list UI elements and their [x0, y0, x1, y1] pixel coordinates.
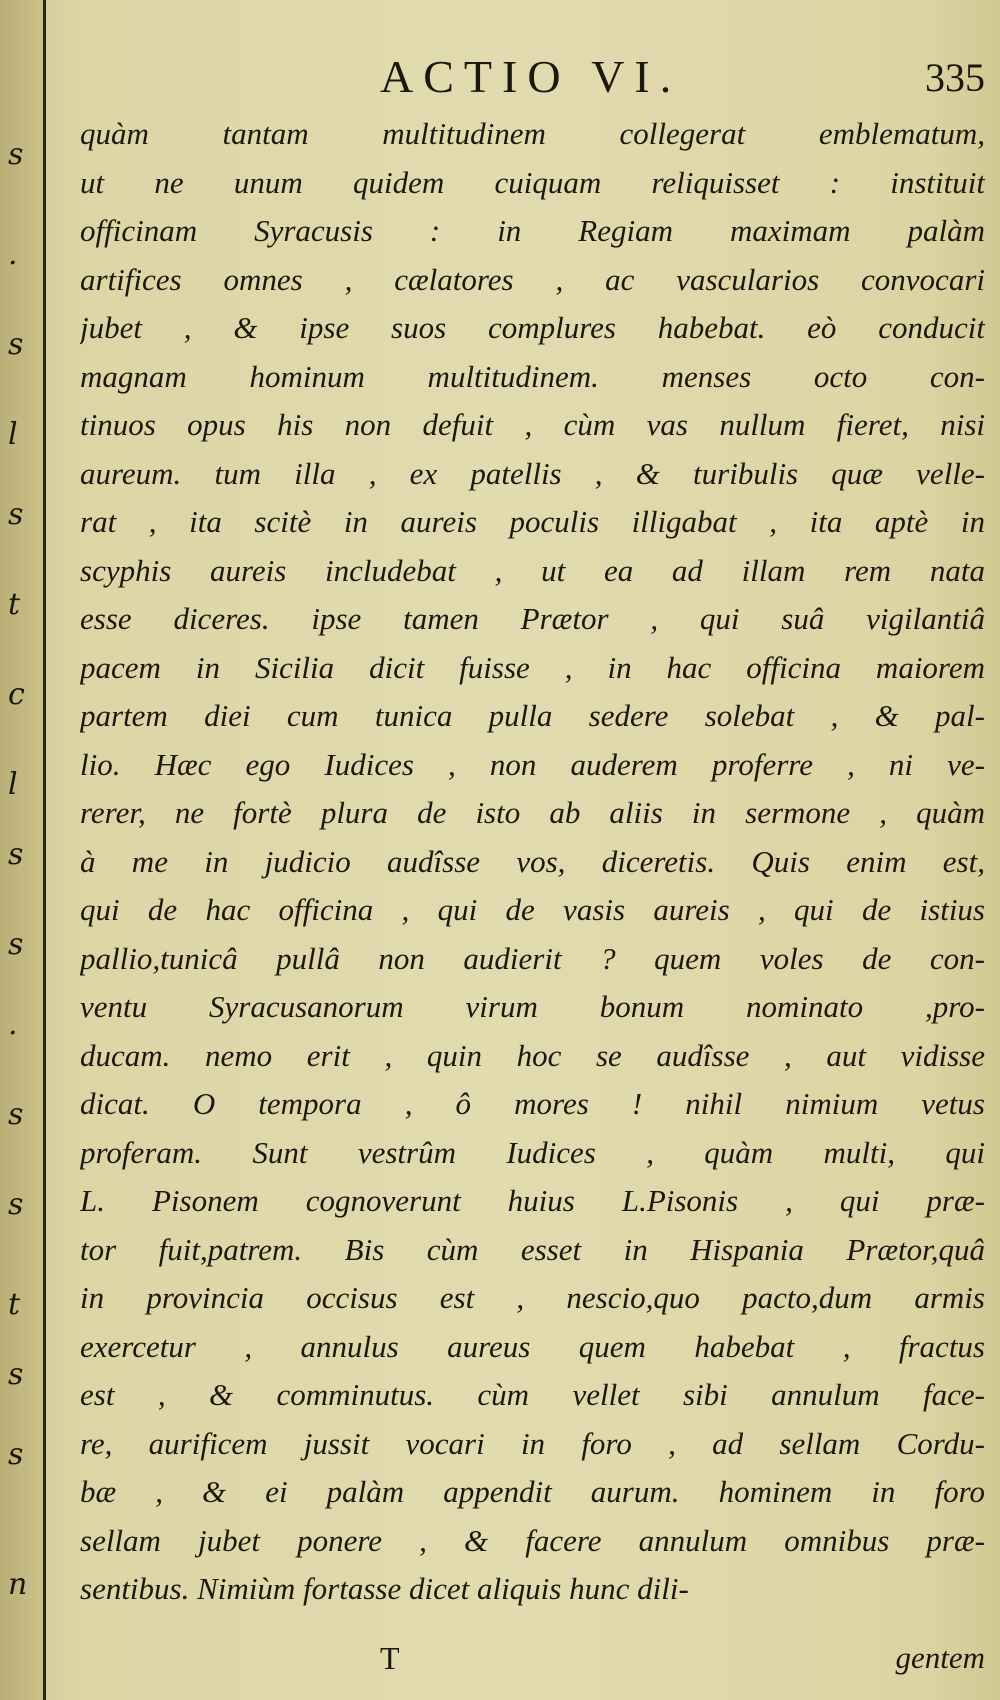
signature-mark: T: [380, 1640, 400, 1676]
gutter-fragment: s: [8, 1357, 24, 1392]
text-line: scyphis aureis includebat , ut ea ad illam rem nata: [80, 552, 985, 588]
text-line: exercetur , annulus aureus quem habebat , fractus: [80, 1328, 985, 1364]
text-line: rat , ita scitè in aureis poculis illigabat , ita aptè in: [80, 504, 985, 539]
gutter-fragment: s: [8, 837, 24, 872]
text-line: ducam. nemo erit , quin hoc se audîsse , aut vidisse: [80, 1037, 985, 1073]
page-header: [80, 50, 985, 114]
gutter-fragment: l: [8, 417, 18, 452]
gutter-fragment: s: [8, 1437, 24, 1472]
text-line: tor fuit,patrem. Bis cùm esset in Hispania Prætor,quâ: [80, 1231, 985, 1267]
text-line: magnam hominum multitudinem. menses octo con-: [80, 358, 985, 394]
gutter-fragment: n: [8, 1567, 28, 1602]
text-line: ut ne unum quidem cuiquam reliquisset : instituit: [80, 164, 985, 200]
gutter-fragment: s: [8, 497, 24, 532]
text-line: qui de hac officina , qui de vasis aureis , qui de istius: [80, 892, 985, 927]
gutter-fragment: s: [8, 1187, 24, 1222]
text-line: L. Pisonem cognoverunt huius L.Pisonis , qui præ-: [80, 1183, 985, 1218]
text-line: bæ , & ei palàm appendit aurum. hominem in foro: [80, 1474, 985, 1509]
gutter-fragment: .: [8, 237, 18, 272]
text-line: jubet , & ipse suos complures habebat. eò conducit: [80, 310, 985, 345]
text-line: pacem in Sicilia dicit fuisse , in hac officina maiorem: [80, 649, 985, 685]
text-line: ventu Syracusanorum virum bonum nominato ,pro-: [80, 989, 985, 1024]
text-line: sentibus. Nimiùm fortasse dicet aliquis hunc dili-: [80, 1571, 689, 1606]
gutter-fragment: t: [8, 587, 21, 622]
page-footer: [80, 1640, 985, 1690]
gutter-fragment: .: [8, 1007, 18, 1042]
gutter-fragment: s: [8, 1097, 24, 1132]
gutter-fragment: s: [8, 927, 24, 962]
text-line: aureum. tum illa , ex patellis , & turibulis quæ velle-: [80, 455, 985, 491]
text-line: esse diceres. ipse tamen Prætor , qui suâ vigilantiâ: [80, 601, 985, 636]
text-line: dicat. O tempora , ô mores ! nihil nimium vetus: [80, 1086, 985, 1121]
gutter-fragment: l: [8, 767, 18, 802]
gutter-fragment: c: [8, 677, 25, 712]
text-line: à me in judicio audîsse vos, diceretis. Quis enim est,: [80, 843, 985, 879]
text-line: lio. Hæc ego Iudices , non auderem proferre , ni ve-: [80, 746, 985, 782]
gutter-fragment: s: [8, 137, 24, 172]
text-line: rerer, ne fortè plura de isto ab aliis in sermone , quàm: [80, 795, 985, 830]
page-number: 335: [925, 55, 985, 100]
facing-page-edge: [0, 0, 46, 1700]
text-line: partem diei cum tunica pulla sedere solebat , & pal-: [80, 698, 985, 733]
text-line: quàm tantam multitudinem collegerat emblematum,: [80, 116, 985, 151]
catchword: gentem: [895, 1640, 985, 1675]
text-line: officinam Syracusis : in Regiam maximam palàm: [80, 213, 985, 248]
gutter-fragment: t: [8, 1287, 21, 1322]
running-head: ACTIO VI.: [380, 51, 682, 102]
text-line: tinuos opus his non defuit , cùm vas nullum fieret, nisi: [80, 407, 985, 442]
text-line: proferam. Sunt vestrûm Iudices , quàm multi, qui: [80, 1134, 985, 1170]
text-line: pallio,tunicâ pullâ non audierit ? quem voles de con-: [80, 940, 985, 976]
body-text: [80, 110, 985, 1614]
text-line: est , & comminutus. cùm vellet sibi annulum face-: [80, 1377, 985, 1412]
gutter-fragment: s: [8, 327, 24, 362]
text-line: in provincia occisus est , nescio,quo pacto,dum armis: [80, 1280, 985, 1315]
text-line: re, aurificem jussit vocari in foro , ad sellam Cordu-: [80, 1425, 985, 1461]
text-line: sellam jubet ponere , & facere annulum omnibus præ-: [80, 1522, 985, 1558]
text-line: artifices omnes , cælatores , ac vascularios convocari: [80, 261, 985, 297]
